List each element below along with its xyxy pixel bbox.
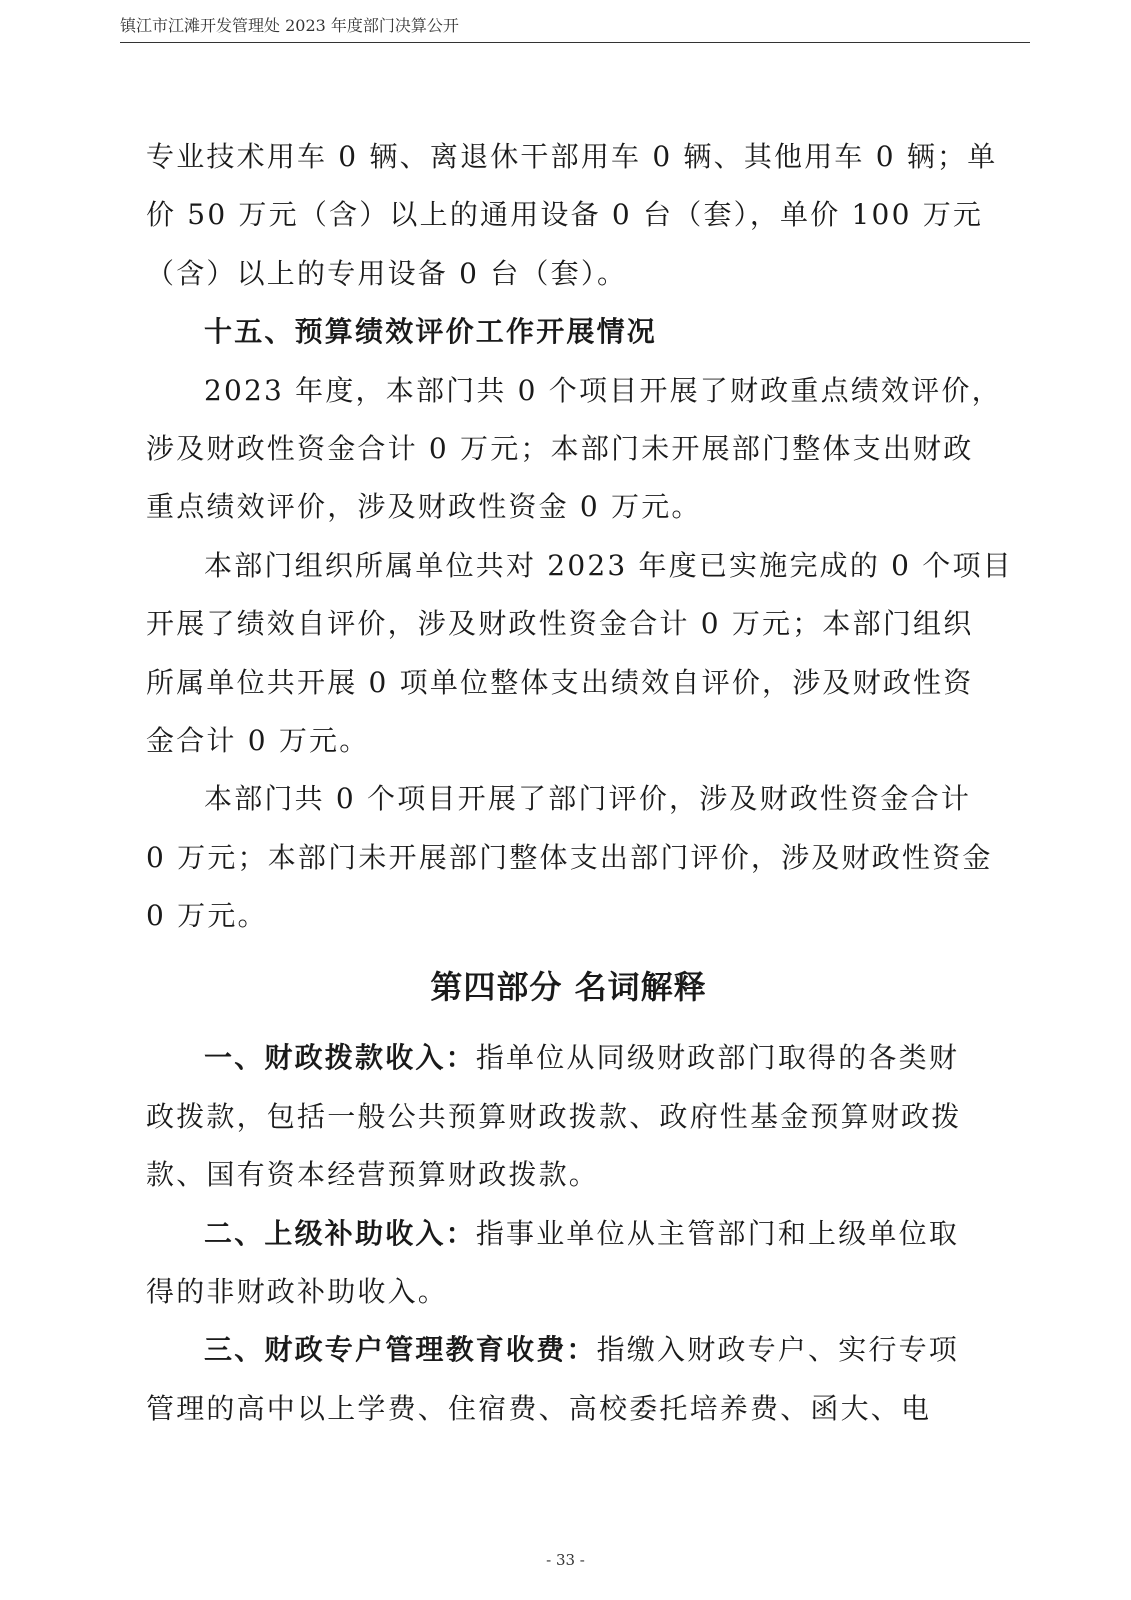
definition-line	[146, 1029, 991, 1087]
definition-term: 一、财政拨款收入：	[204, 1041, 476, 1075]
definition-text: 指缴入财政专户、实行专项	[596, 1333, 960, 1367]
part-heading: 第四部分 名词解释	[430, 968, 707, 1007]
paragraph-line: 2023 年度，本部门共 0 个项目开展了财政重点绩效评价，	[204, 373, 1002, 407]
paragraph-line: 0 万元。	[146, 899, 268, 933]
page-header	[120, 16, 1030, 43]
paragraph-line: 本部门组织所属单位共对 2023 年度已实施完成的 0 个项目	[204, 548, 1013, 582]
document-body	[146, 128, 1013, 1438]
paragraph-line: 专业技术用车 0 辆、离退休干部用车 0 辆、其他用车 0 辆；单	[146, 140, 998, 173]
definition-text: 指单位从同级财政部门取得的各类财	[475, 1041, 960, 1075]
definition-term: 三、财政专户管理教育收费：	[204, 1333, 597, 1367]
definition-text: 指事业单位从主管部门和上级单位取	[475, 1216, 960, 1250]
paragraph-line: 得的非财政补助收入。	[146, 1275, 449, 1309]
paragraph-line: 金合计 0 万元。	[146, 723, 370, 757]
paragraph-line: 政拨款，包括一般公共预算财政拨款、政府性基金预算财政拨	[146, 1099, 962, 1133]
section-heading: 十五、预算绩效评价工作开展情况	[204, 315, 658, 349]
page-number: - 33 -	[546, 1551, 585, 1569]
paragraph-line: 价 50 万元（含）以上的通用设备 0 台（套），单价 100 万元	[146, 198, 984, 232]
definition-line	[146, 1321, 991, 1379]
paragraph-line: 涉及财政性资金合计 0 万元；本部门未开展部门整体支出财政	[146, 431, 974, 465]
paragraph-line: （含）以上的专用设备 0 台（套）。	[146, 256, 628, 290]
definition-term: 二、上级补助收入：	[204, 1216, 476, 1250]
paragraph-line: 款、国有资本经营预算财政拨款。	[146, 1158, 600, 1192]
paragraph-line: 0 万元；本部门未开展部门整体支出部门评价，涉及财政性资金	[146, 840, 993, 874]
paragraph-line: 开展了绩效自评价，涉及财政性资金合计 0 万元；本部门组织	[146, 607, 974, 641]
paragraph-line: 重点绩效评价，涉及财政性资金 0 万元。	[146, 490, 702, 524]
definition-line	[146, 1205, 991, 1263]
paragraph-line: 本部门共 0 个项目开展了部门评价，涉及财政性资金合计	[204, 782, 972, 816]
paragraph-line: 所属单位共开展 0 项单位整体支出绩效自评价，涉及财政性资	[146, 665, 974, 699]
paragraph-line: 管理的高中以上学费、住宿费、高校委托培养费、函大、电	[146, 1391, 932, 1425]
header-title: 镇江市江滩开发管理处 2023 年度部门决算公开	[120, 16, 459, 35]
